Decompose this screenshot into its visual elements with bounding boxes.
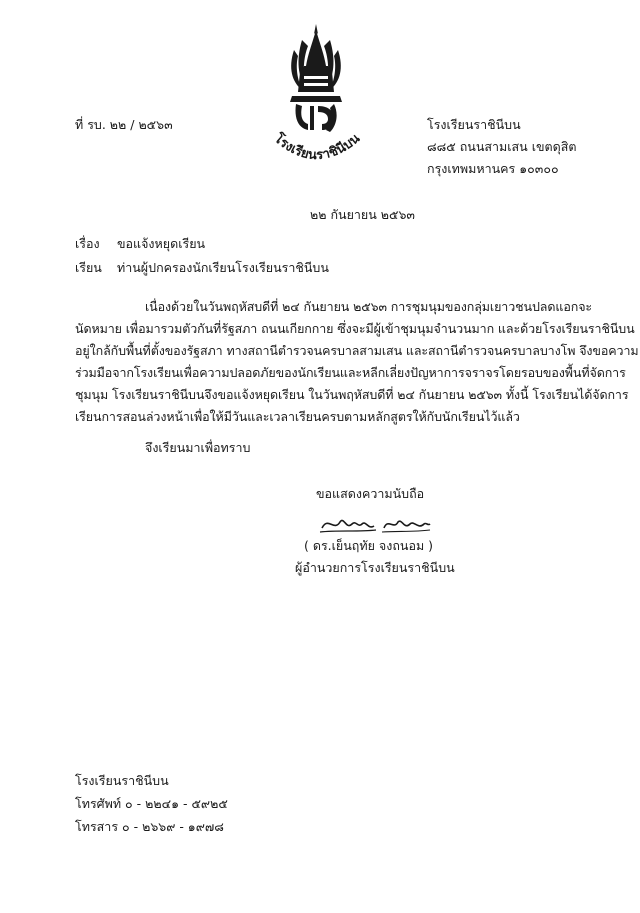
reference-number: ที่ รบ. ๒๒ / ๒๕๖๓ [75, 117, 173, 132]
body-line-4: ร่วมมือจากโรงเรียนเพื่อความปลอดภัยของนักเรียนและหลีกเลี่ยงปัญหาการจราจรโดยรอบของพื้นที่จัดการ [75, 365, 626, 380]
body-line-1: เนื่องด้วยในวันพฤหัสบดีที่ ๒๔ กันยายน ๒๕๖๓ การชุมนุมของกลุ่มเยาวชนปลดแอกจะ [145, 299, 593, 314]
subject-label: เรื่อง [75, 236, 100, 251]
sender-address-line-3: กรุงเทพมหานคร ๑๐๓๐๐ [427, 161, 559, 176]
footer-phone: โทรศัพท์ ๐ - ๒๒๔๑ - ๕๙๒๕ [75, 796, 228, 811]
handwritten-signature [318, 508, 434, 538]
regards-text: ขอแสดงความนับถือ [316, 486, 425, 501]
recipient-label: เรียน [75, 260, 102, 275]
school-crest-logo [268, 20, 364, 170]
body-line-5: ชุมนุม โรงเรียนราชินีบนจึงขอแจ้งหยุดเรียน ในวันพฤหัสบดีที่ ๒๔ กันยายน ๒๕๖๓ ทั้งนี้ โรงเรียนได้จัดการ [75, 387, 629, 402]
letter-date: ๒๒ กันยายน ๒๕๖๓ [310, 207, 415, 222]
sender-address-line-2: ๘๘๕ ถนนสามเสน เขตดุสิต [427, 139, 577, 154]
signer-name: ( ดร.เย็นฤทัย จงถนอม ) [304, 538, 434, 553]
subject-text: ขอแจ้งหยุดเรียน [117, 236, 206, 251]
sender-address-line-1: โรงเรียนราชินีบน [427, 117, 521, 132]
footer-fax: โทรสาร ๐ - ๒๖๖๙ - ๑๙๗๘ [75, 819, 224, 834]
body-line-6: เรียนการสอนล่วงหน้าเพื่อให้มีวันและเวลาเรียนครบตามหลักสูตรให้กับนักเรียนไว้แล้ว [75, 409, 520, 424]
logo-school-name: โรงเรียนราชินีบน [270, 131, 363, 164]
body-line-3: อยู่ใกล้กับพื้นที่ตั้งของรัฐสภา ทางสถานีตำรวจนครบาลสามเสน และสถานีตำรวจนครบาลบางโพ จึงขอความ [75, 343, 639, 358]
body-line-2: นัดหมาย เพื่อมารวมตัวกันที่รัฐสภา ถนนเกียกกาย ซึ่งจะมีผู้เข้าชุมนุมจำนวนมาก และด้วยโรงเรียนราชินีบน [75, 321, 635, 336]
signer-title: ผู้อำนวยการโรงเรียนราชินีบน [295, 560, 455, 575]
footer-organization: โรงเรียนราชินีบน [75, 773, 169, 788]
recipient-text: ท่านผู้ปกครองนักเรียนโรงเรียนราชินีบน [117, 260, 329, 275]
closing-line: จึงเรียนมาเพื่อทราบ [145, 440, 251, 455]
